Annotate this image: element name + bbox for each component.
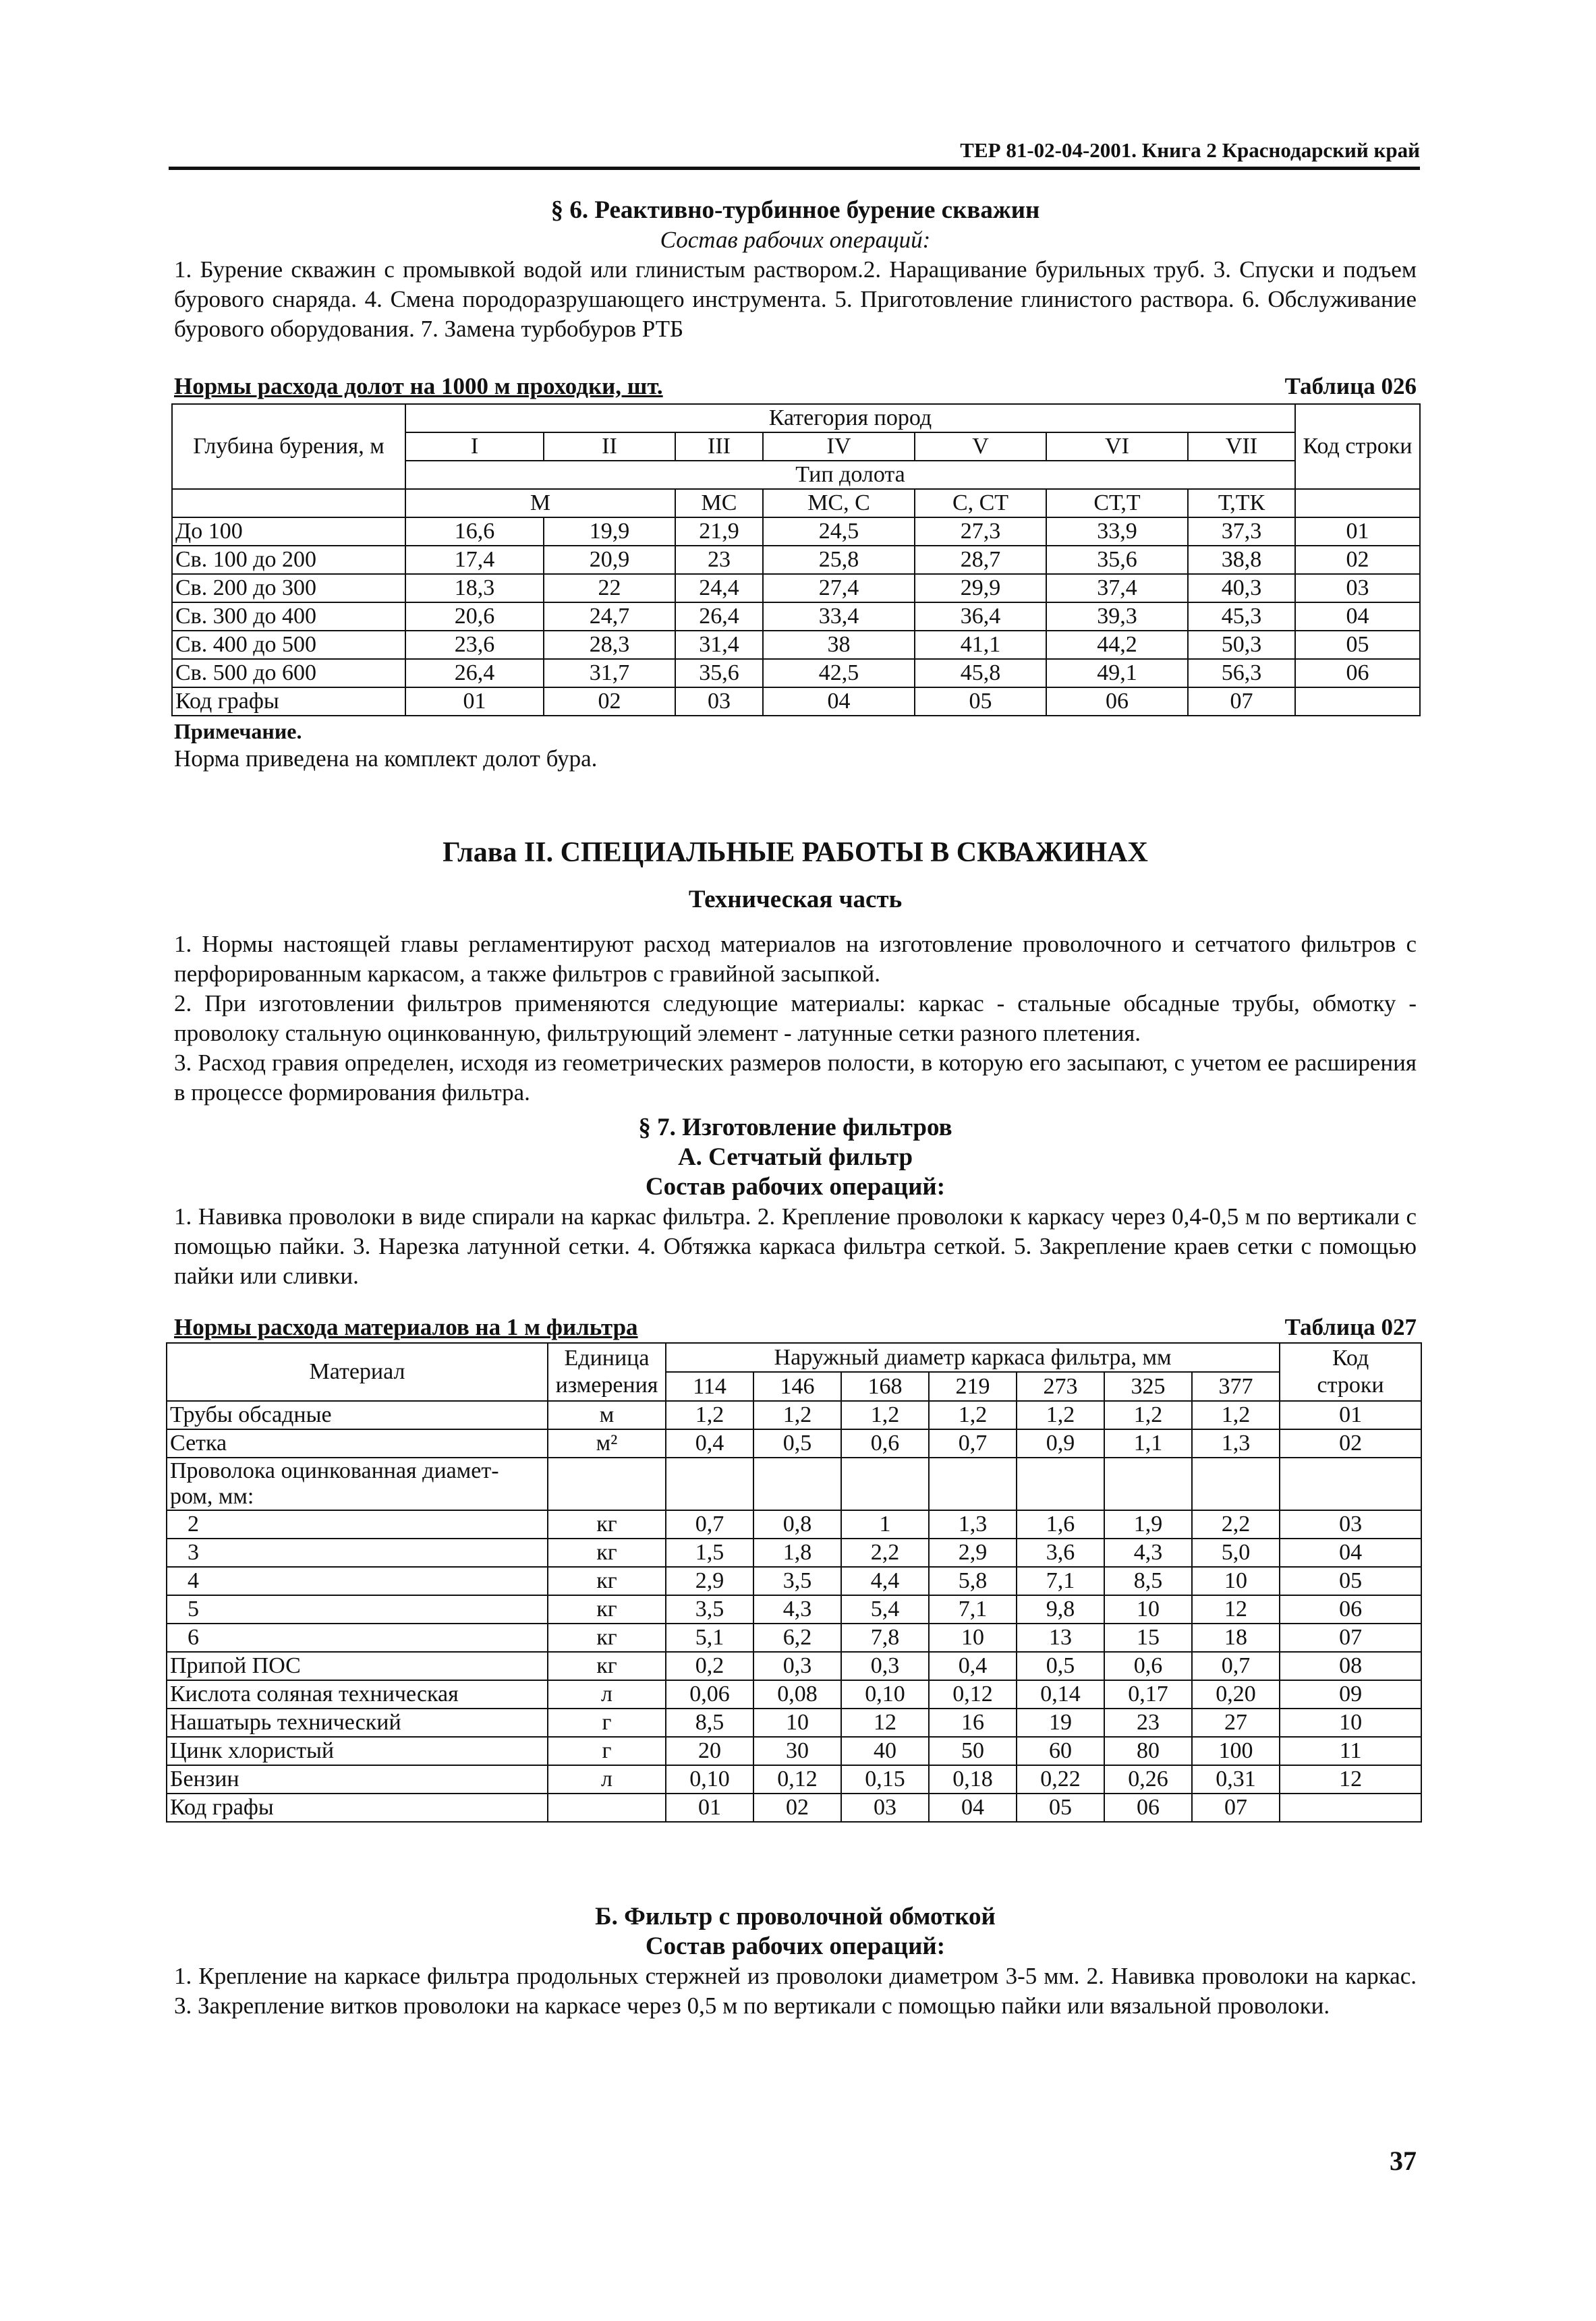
value-cell: 0,10 bbox=[666, 1765, 753, 1794]
footer-label: Код графы bbox=[172, 687, 405, 716]
bit-type-cell: М bbox=[405, 489, 675, 517]
footer-code: 06 bbox=[1104, 1794, 1192, 1822]
value-cell: 2,2 bbox=[1192, 1510, 1280, 1539]
value-cell: 15 bbox=[1104, 1624, 1192, 1652]
diameter-cell: 146 bbox=[753, 1372, 841, 1401]
row-label: Цинк хлористый bbox=[167, 1737, 548, 1765]
value-cell: 3,6 bbox=[1017, 1539, 1104, 1567]
spacer-cell bbox=[172, 489, 405, 517]
table-row bbox=[167, 1595, 1421, 1624]
category-cell: VII bbox=[1188, 432, 1295, 461]
footer-code: 01 bbox=[405, 687, 544, 716]
unit-cell: м² bbox=[548, 1429, 666, 1458]
value-cell: 40 bbox=[841, 1737, 929, 1765]
value-cell: 31,7 bbox=[544, 659, 675, 687]
value-cell: 0,8 bbox=[753, 1510, 841, 1539]
row-label bbox=[167, 1458, 548, 1510]
value-cell: 0,12 bbox=[753, 1765, 841, 1794]
table-row bbox=[167, 1429, 1421, 1458]
row-code: 06 bbox=[1295, 659, 1420, 687]
value-cell: 3,5 bbox=[753, 1567, 841, 1595]
footer-code: 04 bbox=[763, 687, 915, 716]
value-cell: 1 bbox=[841, 1510, 929, 1539]
row-label: До 100 bbox=[172, 517, 405, 546]
spacer-cell bbox=[548, 1794, 666, 1822]
section-7-title: § 7. Изготовление фильтров bbox=[638, 1114, 952, 1141]
value-cell: 23 bbox=[675, 546, 763, 574]
row-label: 4 bbox=[167, 1567, 548, 1595]
value-cell: 0,2 bbox=[666, 1652, 753, 1680]
section-7-sub-a: А. Сетчатый фильтр bbox=[677, 1143, 913, 1171]
row-code: 02 bbox=[1280, 1429, 1421, 1458]
table-026-body bbox=[172, 517, 1420, 687]
footer-code: 03 bbox=[675, 687, 763, 716]
value-cell: 39,3 bbox=[1046, 602, 1188, 631]
row-label: Сетка bbox=[167, 1429, 548, 1458]
value-cell: 1,2 bbox=[666, 1401, 753, 1429]
value-cell: 0,7 bbox=[1192, 1652, 1280, 1680]
row-label-line-1: Проволока оцинкованная диамет- bbox=[170, 1458, 499, 1483]
value-cell: 26,4 bbox=[405, 659, 544, 687]
value-cell: 8,5 bbox=[666, 1709, 753, 1737]
row-code: 04 bbox=[1280, 1539, 1421, 1567]
value-cell: 1,2 bbox=[753, 1401, 841, 1429]
row-label: 5 bbox=[167, 1595, 548, 1624]
bit-type-cell: МС, С bbox=[763, 489, 915, 517]
table-027-caption: Нормы расхода материалов на 1 м фильтра bbox=[174, 1314, 638, 1340]
unit-header-line-1: Единица bbox=[564, 1346, 650, 1371]
value-cell: 23,6 bbox=[405, 631, 544, 659]
unit-cell: кг bbox=[548, 1652, 666, 1680]
value-cell: 12 bbox=[1192, 1595, 1280, 1624]
value-cell: 1,1 bbox=[1104, 1429, 1192, 1458]
row-label: Трубы обсадные bbox=[167, 1401, 548, 1429]
material-header: Материал bbox=[167, 1343, 548, 1401]
footer-code: 06 bbox=[1046, 687, 1188, 716]
value-cell: 40,3 bbox=[1188, 574, 1295, 602]
value-cell: 31,4 bbox=[675, 631, 763, 659]
table-row bbox=[167, 1737, 1421, 1765]
value-cell: 24,4 bbox=[675, 574, 763, 602]
value-cell: 1,2 bbox=[1017, 1401, 1104, 1429]
table-026-caption: Нормы расхода долот на 1000 м проходки, шт. bbox=[174, 373, 663, 399]
footer-code: 04 bbox=[929, 1794, 1017, 1822]
category-cell: VI bbox=[1046, 432, 1188, 461]
value-cell: 1,3 bbox=[1192, 1429, 1280, 1458]
value-cell: 16,6 bbox=[405, 517, 544, 546]
section-6-text: 1. Бурение скважин с промывкой водой или глинистым раствором.2. Наращивание бурильных труб. 3. Спуски и подъем бурового снаряда. 4. Смена породоразрушающего инструмента. 5. Приготовление глинистого раствора. 6. Обслуживание бурового оборудования. 7. Замена турбобуров РТБ bbox=[174, 256, 1417, 342]
value-cell: 4,3 bbox=[753, 1595, 841, 1624]
row-code: 01 bbox=[1295, 517, 1420, 546]
value-cell: 7,1 bbox=[1017, 1567, 1104, 1595]
section-7b-ops-title: Состав рабочих операций: bbox=[645, 1932, 946, 1960]
value-cell: 28,3 bbox=[544, 631, 675, 659]
unit-header-line-2: измерения bbox=[555, 1373, 658, 1398]
unit-header bbox=[548, 1343, 666, 1401]
value-cell: 24,7 bbox=[544, 602, 675, 631]
value-cell: 13 bbox=[1017, 1624, 1104, 1652]
note-text: Норма приведена на комплект долот бура. bbox=[174, 745, 598, 772]
value-cell: 50,3 bbox=[1188, 631, 1295, 659]
row-label: Припой ПОС bbox=[167, 1652, 548, 1680]
spacer-cell bbox=[1295, 489, 1420, 517]
value-cell: 9,8 bbox=[1017, 1595, 1104, 1624]
diameter-cell: 325 bbox=[1104, 1372, 1192, 1401]
value-cell: 10 bbox=[1192, 1567, 1280, 1595]
value-cell: 28,7 bbox=[915, 546, 1046, 574]
category-cell: I bbox=[405, 432, 544, 461]
value-cell: 33,4 bbox=[763, 602, 915, 631]
row-code: 01 bbox=[1280, 1401, 1421, 1429]
bit-type-cell: МС bbox=[675, 489, 763, 517]
value-cell: 6,2 bbox=[753, 1624, 841, 1652]
table-row bbox=[167, 1652, 1421, 1680]
value-cell: 0,9 bbox=[1017, 1429, 1104, 1458]
value-cell: 18 bbox=[1192, 1624, 1280, 1652]
value-cell: 18,3 bbox=[405, 574, 544, 602]
row-code: 05 bbox=[1280, 1567, 1421, 1595]
value-cell: 0,08 bbox=[753, 1680, 841, 1709]
value-cell: 100 bbox=[1192, 1737, 1280, 1765]
value-cell: 5,1 bbox=[666, 1624, 753, 1652]
value-cell: 20,6 bbox=[405, 602, 544, 631]
value-cell: 38 bbox=[763, 631, 915, 659]
value-cell: 0,14 bbox=[1017, 1680, 1104, 1709]
value-cell: 0,12 bbox=[929, 1680, 1017, 1709]
row-code: 11 bbox=[1280, 1737, 1421, 1765]
category-cell: III bbox=[675, 432, 763, 461]
section-7-text: 1. Навивка проволоки в виде спирали на каркас фильтра. 2. Крепление проволоки к каркасу через 0,4-0,5 м по вертикали с помощью пайки. 3. Нарезка латунной сетки. 4. Обтяжка каркаса фильтра сеткой. 5. Закрепление краев сетки с помощью пайки или сливки. bbox=[174, 1203, 1417, 1289]
row-label: Св. 300 до 400 bbox=[172, 602, 405, 631]
table-row bbox=[167, 1510, 1421, 1539]
value-cell: 0,18 bbox=[929, 1765, 1017, 1794]
table-row bbox=[172, 546, 1420, 574]
value-cell: 20,9 bbox=[544, 546, 675, 574]
footer-code: 07 bbox=[1188, 687, 1295, 716]
unit-cell: г bbox=[548, 1709, 666, 1737]
value-cell: 0,10 bbox=[841, 1680, 929, 1709]
table-row bbox=[172, 602, 1420, 631]
table-row bbox=[167, 1539, 1421, 1567]
table-row bbox=[167, 1567, 1421, 1595]
value-cell: 30 bbox=[753, 1737, 841, 1765]
row-label: 6 bbox=[167, 1624, 548, 1652]
value-cell: 0,3 bbox=[753, 1652, 841, 1680]
value-cell: 37,3 bbox=[1188, 517, 1295, 546]
category-cell: IV bbox=[763, 432, 915, 461]
value-cell bbox=[753, 1458, 841, 1510]
row-code: 03 bbox=[1280, 1510, 1421, 1539]
table-row bbox=[172, 659, 1420, 687]
row-label: Св. 500 до 600 bbox=[172, 659, 405, 687]
value-cell bbox=[1192, 1458, 1280, 1510]
value-cell: 27,3 bbox=[915, 517, 1046, 546]
value-cell: 10 bbox=[1104, 1595, 1192, 1624]
row-code: 02 bbox=[1295, 546, 1420, 574]
unit-cell: кг bbox=[548, 1539, 666, 1567]
bit-type-cell: СТ,Т bbox=[1046, 489, 1188, 517]
row-label: Бензин bbox=[167, 1765, 548, 1794]
section-6-title: § 6. Реактивно-турбинное бурение скважин bbox=[550, 196, 1040, 224]
value-cell: 10 bbox=[753, 1709, 841, 1737]
value-cell: 0,06 bbox=[666, 1680, 753, 1709]
value-cell: 0,4 bbox=[666, 1429, 753, 1458]
section-7 bbox=[174, 1113, 1417, 1291]
value-cell: 0,6 bbox=[841, 1429, 929, 1458]
diameter-cell: 114 bbox=[666, 1372, 753, 1401]
value-cell: 7,1 bbox=[929, 1595, 1017, 1624]
value-cell: 44,2 bbox=[1046, 631, 1188, 659]
value-cell: 0,3 bbox=[841, 1652, 929, 1680]
chapter-2 bbox=[174, 836, 1417, 1108]
code-header-line-2: строки bbox=[1317, 1373, 1384, 1398]
value-cell: 10 bbox=[929, 1624, 1017, 1652]
value-cell: 23 bbox=[1104, 1709, 1192, 1737]
spacer-cell bbox=[1280, 1794, 1421, 1822]
table-row bbox=[172, 631, 1420, 659]
value-cell: 1,2 bbox=[841, 1401, 929, 1429]
value-cell: 0,15 bbox=[841, 1765, 929, 1794]
value-cell: 29,9 bbox=[915, 574, 1046, 602]
value-cell bbox=[666, 1458, 753, 1510]
value-cell: 19 bbox=[1017, 1709, 1104, 1737]
chapter-paragraph-3: 3. Расход гравия определен, исходя из геометрических размеров полости, в которую его засыпают, с учетом ее расширения в процессе формирования фильтра. bbox=[174, 1050, 1417, 1106]
value-cell: 5,8 bbox=[929, 1567, 1017, 1595]
diameter-cell: 377 bbox=[1192, 1372, 1280, 1401]
value-cell: 1,2 bbox=[1192, 1401, 1280, 1429]
footer-code: 01 bbox=[666, 1794, 753, 1822]
value-cell: 1,8 bbox=[753, 1539, 841, 1567]
value-cell: 50 bbox=[929, 1737, 1017, 1765]
page-number: 37 bbox=[1390, 2146, 1417, 2176]
value-cell: 38,8 bbox=[1188, 546, 1295, 574]
section-7b-title: Б. Фильтр с проволочной обмоткой bbox=[595, 1903, 996, 1930]
value-cell: 1,3 bbox=[929, 1510, 1017, 1539]
value-cell: 0,4 bbox=[929, 1652, 1017, 1680]
row-label: Кислота соляная техническая bbox=[167, 1680, 548, 1709]
unit-cell: г bbox=[548, 1737, 666, 1765]
unit-cell: м bbox=[548, 1401, 666, 1429]
table-row bbox=[172, 517, 1420, 546]
value-cell: 36,4 bbox=[915, 602, 1046, 631]
code-header-line-1: Код bbox=[1332, 1346, 1369, 1371]
row-code: 05 bbox=[1295, 631, 1420, 659]
row-code: 07 bbox=[1280, 1624, 1421, 1652]
row-code: 04 bbox=[1295, 602, 1420, 631]
value-cell: 45,3 bbox=[1188, 602, 1295, 631]
footer-code: 03 bbox=[841, 1794, 929, 1822]
value-cell: 60 bbox=[1017, 1737, 1104, 1765]
value-cell: 1,2 bbox=[929, 1401, 1017, 1429]
value-cell: 33,9 bbox=[1046, 517, 1188, 546]
row-label: Нашатырь технический bbox=[167, 1709, 548, 1737]
row-label: 3 bbox=[167, 1539, 548, 1567]
value-cell: 45,8 bbox=[915, 659, 1046, 687]
depth-header: Глубина бурения, м bbox=[172, 404, 405, 489]
value-cell: 49,1 bbox=[1046, 659, 1188, 687]
value-cell: 1,6 bbox=[1017, 1510, 1104, 1539]
footer-code: 02 bbox=[544, 687, 675, 716]
row-code: 09 bbox=[1280, 1680, 1421, 1709]
section-6-subtitle: Состав рабочих операций: bbox=[660, 227, 931, 253]
value-cell: 12 bbox=[841, 1709, 929, 1737]
footer-code: 05 bbox=[915, 687, 1046, 716]
value-cell: 4,4 bbox=[841, 1567, 929, 1595]
table-row bbox=[167, 1709, 1421, 1737]
row-code-header: Код строки bbox=[1295, 404, 1420, 489]
footer-code: 05 bbox=[1017, 1794, 1104, 1822]
row-label: 2 bbox=[167, 1510, 548, 1539]
row-code: 12 bbox=[1280, 1765, 1421, 1794]
table-026 bbox=[171, 403, 1421, 716]
value-cell: 56,3 bbox=[1188, 659, 1295, 687]
value-cell: 3,5 bbox=[666, 1595, 753, 1624]
unit-cell: кг bbox=[548, 1510, 666, 1539]
row-code: 08 bbox=[1280, 1652, 1421, 1680]
diameter-cell: 219 bbox=[929, 1372, 1017, 1401]
value-cell: 2,9 bbox=[929, 1539, 1017, 1567]
table-027 bbox=[166, 1342, 1422, 1823]
table-026-caption-row bbox=[174, 373, 1417, 400]
table-027-body bbox=[167, 1401, 1421, 1794]
category-cell: V bbox=[915, 432, 1046, 461]
value-cell bbox=[1104, 1458, 1192, 1510]
value-cell: 0,26 bbox=[1104, 1765, 1192, 1794]
value-cell: 22 bbox=[544, 574, 675, 602]
value-cell: 17,4 bbox=[405, 546, 544, 574]
value-cell: 0,22 bbox=[1017, 1765, 1104, 1794]
table-026-number: Таблица 026 bbox=[1284, 373, 1417, 399]
unit-cell: кг bbox=[548, 1595, 666, 1624]
diameter-cell: 273 bbox=[1017, 1372, 1104, 1401]
row-code: 06 bbox=[1280, 1595, 1421, 1624]
value-cell: 0,5 bbox=[753, 1429, 841, 1458]
value-cell: 0,7 bbox=[929, 1429, 1017, 1458]
value-cell: 35,6 bbox=[1046, 546, 1188, 574]
value-cell: 5,0 bbox=[1192, 1539, 1280, 1567]
value-cell: 0,5 bbox=[1017, 1652, 1104, 1680]
value-cell: 27,4 bbox=[763, 574, 915, 602]
value-cell: 41,1 bbox=[915, 631, 1046, 659]
value-cell bbox=[1017, 1458, 1104, 1510]
row-code-header bbox=[1280, 1343, 1421, 1401]
value-cell: 0,31 bbox=[1192, 1765, 1280, 1794]
table-row bbox=[167, 1401, 1421, 1429]
bit-type-cell: Т,ТК bbox=[1188, 489, 1295, 517]
value-cell: 1,9 bbox=[1104, 1510, 1192, 1539]
note-title: Примечание. bbox=[174, 719, 302, 743]
table-row bbox=[172, 574, 1420, 602]
footer-label: Код графы bbox=[167, 1794, 548, 1822]
row-code bbox=[1280, 1458, 1421, 1510]
table-026-note bbox=[174, 719, 1417, 774]
diameter-cell: 168 bbox=[841, 1372, 929, 1401]
table-027-number: Таблица 027 bbox=[1284, 1314, 1417, 1340]
value-cell: 24,5 bbox=[763, 517, 915, 546]
value-cell: 19,9 bbox=[544, 517, 675, 546]
value-cell: 0,20 bbox=[1192, 1680, 1280, 1709]
value-cell: 35,6 bbox=[675, 659, 763, 687]
value-cell: 25,8 bbox=[763, 546, 915, 574]
value-cell bbox=[841, 1458, 929, 1510]
value-cell: 2,2 bbox=[841, 1539, 929, 1567]
value-cell: 21,9 bbox=[675, 517, 763, 546]
unit-cell: л bbox=[548, 1680, 666, 1709]
section-7b bbox=[174, 1902, 1417, 2021]
table-row bbox=[167, 1458, 1421, 1510]
chapter-paragraph-2: 2. При изготовлении фильтров применяются следующие материалы: каркас - стальные обсадные трубы, обмотку - проволоку стальную оцинкованную, фильтрующий элемент - латунные сетки разного плетения. bbox=[174, 990, 1417, 1046]
value-cell: 37,4 bbox=[1046, 574, 1188, 602]
chapter-title: Глава II. СПЕЦИАЛЬНЫЕ РАБОТЫ В СКВАЖИНАХ bbox=[443, 837, 1148, 868]
value-cell: 5,4 bbox=[841, 1595, 929, 1624]
running-header: ТЕР 81-02-04-2001. Книга 2 Краснодарский край bbox=[169, 138, 1420, 170]
table-027-caption-row bbox=[174, 1314, 1417, 1341]
value-cell: 27 bbox=[1192, 1709, 1280, 1737]
category-header: Категория пород bbox=[405, 404, 1295, 432]
section-6 bbox=[174, 196, 1417, 344]
chapter-paragraph-1: 1. Нормы настоящей главы регламентируют расход материалов на изготовление проволочного и сетчатого фильтров с перфорированным каркасом, а также фильтров с гравийной засыпкой. bbox=[174, 931, 1417, 987]
value-cell: 80 bbox=[1104, 1737, 1192, 1765]
diameter-header: Наружный диаметр каркаса фильтра, мм bbox=[666, 1343, 1280, 1372]
value-cell: 1,5 bbox=[666, 1539, 753, 1567]
unit-cell: л bbox=[548, 1765, 666, 1794]
table-row bbox=[167, 1680, 1421, 1709]
value-cell bbox=[929, 1458, 1017, 1510]
unit-cell: кг bbox=[548, 1567, 666, 1595]
value-cell: 2,9 bbox=[666, 1567, 753, 1595]
unit-cell bbox=[548, 1458, 666, 1510]
value-cell: 42,5 bbox=[763, 659, 915, 687]
bit-type-header: Тип долота bbox=[405, 461, 1295, 489]
row-label-line-2: ром, мм: bbox=[170, 1484, 254, 1509]
unit-cell: кг bbox=[548, 1624, 666, 1652]
value-cell: 7,8 bbox=[841, 1624, 929, 1652]
row-label: Св. 400 до 500 bbox=[172, 631, 405, 659]
value-cell: 1,2 bbox=[1104, 1401, 1192, 1429]
section-7b-text: 1. Крепление на каркасе фильтра продольных стержней из проволоки диаметром 3-5 мм. 2. Навивка проволоки на каркас. 3. Закрепление витков проволоки на каркасе через 0,5 м по вертикали с помощью пайки или вязальной проволоки. bbox=[174, 1963, 1417, 2019]
value-cell: 26,4 bbox=[675, 602, 763, 631]
bit-type-cell: С, СТ bbox=[915, 489, 1046, 517]
row-code: 03 bbox=[1295, 574, 1420, 602]
table-row bbox=[167, 1624, 1421, 1652]
chapter-subtitle: Техническая часть bbox=[688, 886, 903, 913]
section-7-ops-title: Состав рабочих операций: bbox=[645, 1173, 946, 1201]
footer-code: 07 bbox=[1192, 1794, 1280, 1822]
value-cell: 0,7 bbox=[666, 1510, 753, 1539]
value-cell: 16 bbox=[929, 1709, 1017, 1737]
value-cell: 4,3 bbox=[1104, 1539, 1192, 1567]
row-label: Св. 100 до 200 bbox=[172, 546, 405, 574]
value-cell: 0,17 bbox=[1104, 1680, 1192, 1709]
value-cell: 0,6 bbox=[1104, 1652, 1192, 1680]
row-code: 10 bbox=[1280, 1709, 1421, 1737]
table-row bbox=[167, 1765, 1421, 1794]
spacer-cell bbox=[1295, 687, 1420, 716]
row-label: Св. 200 до 300 bbox=[172, 574, 405, 602]
category-cell: II bbox=[544, 432, 675, 461]
value-cell: 8,5 bbox=[1104, 1567, 1192, 1595]
footer-code: 02 bbox=[753, 1794, 841, 1822]
value-cell: 20 bbox=[666, 1737, 753, 1765]
